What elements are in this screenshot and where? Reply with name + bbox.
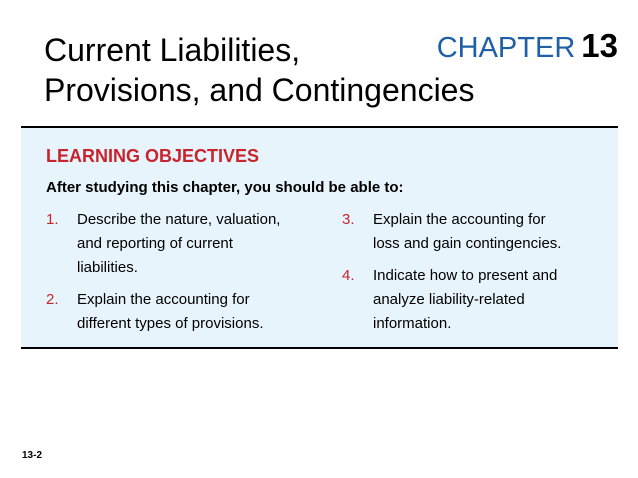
objective-line: different types of provisions. (77, 315, 264, 332)
slide-number: 13-2 (22, 450, 43, 461)
objective-number: 3. (342, 211, 355, 228)
objective-text (77, 208, 280, 280)
objective-line: and reporting of current (77, 235, 233, 252)
objective-text (77, 288, 264, 336)
objective-line: Describe the nature, valuation, (77, 211, 281, 228)
objective-line: liabilities. (77, 259, 138, 276)
objective-line: loss and gain contingencies. (373, 235, 562, 252)
title-line-1: Current Liabilities, (44, 32, 301, 68)
chapter-label (437, 27, 618, 65)
objective-line: Explain the accounting for (373, 211, 546, 228)
learning-objectives-heading: LEARNING OBJECTIVES (46, 146, 260, 166)
chapter-word: CHAPTER (436, 32, 576, 64)
objective-text (373, 264, 557, 336)
objective-number: 2. (46, 291, 59, 308)
objective-line: analyze liability-related (373, 291, 525, 308)
chapter-number: 13 (581, 27, 618, 64)
objective-line: Explain the accounting for (77, 291, 250, 308)
objective-number: 4. (342, 267, 355, 284)
learning-objectives-intro: After studying this chapter, you should be able to: (46, 179, 404, 196)
objective-text (373, 208, 561, 256)
title-line-2: Provisions, and Contingencies (44, 72, 475, 108)
objective-number: 1. (46, 211, 59, 228)
objective-line: information. (373, 315, 452, 332)
objective-line: Indicate how to present and (373, 267, 558, 284)
learning-objectives-box (21, 126, 618, 349)
slide-title (44, 30, 474, 110)
